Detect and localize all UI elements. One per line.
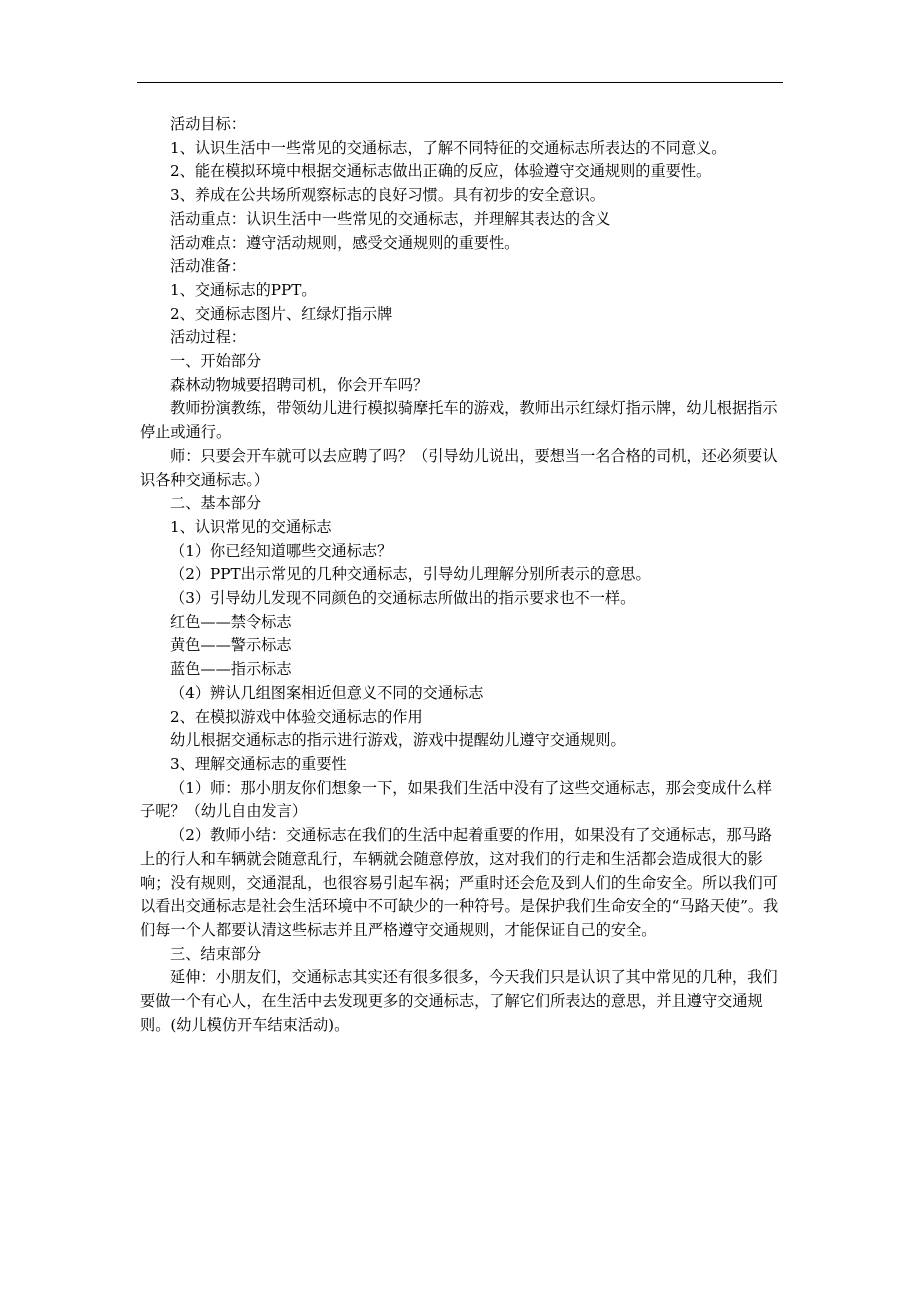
paragraph: 延伸：小朋友们，交通标志其实还有很多很多，今天我们只是认识了其中常见的几种，我们要做一个有心人，在生活中去发现更多的交通标志，了解它们所表达的意思，并且遵守交通规则。(幼儿模仿开车结束活动)。: [140, 968, 778, 1034]
paragraph: 二、基本部分: [170, 494, 262, 513]
paragraph: 红色——禁令标志: [170, 612, 292, 631]
paragraph: 1、交通标志的PPT。: [170, 280, 317, 299]
paragraph: 三、结束部分: [170, 944, 262, 963]
paragraph: 3、养成在公共场所观察标志的良好习惯。具有初步的安全意识。: [170, 186, 605, 205]
paragraph: 教师扮演教练，带领幼儿进行模拟骑摩托车的游戏，教师出示红绿灯指示牌，幼儿根据指示停止或通行。: [140, 399, 778, 442]
paragraph: 师：只要会开车就可以去应聘了吗？（引导幼儿说出，要想当一名合格的司机，还必须要认识各种交通标志。）: [140, 446, 778, 489]
paragraph: 2、在模拟游戏中体验交通标志的作用: [170, 707, 423, 726]
paragraph: （2）教师小结：交通标志在我们的生活中起着重要的作用，如果没有了交通标志，那马路上的行人和车辆就会随意乱行，车辆就会随意停放，这对我们的行走和生活都会造成很大的影响；没有规则，交通混乱，也很容易引起车祸；严重时还会危及到人们的生命安全。所以我们可以看出交通标志是社会生活环境中不可缺少的一种符号。是保护我们生命安全的“马路天使”。我们每一个人都要认清这些标志并且严格遵守交通规则，才能保证自己的安全。: [140, 826, 779, 939]
paragraph: （1）你已经知道哪些交通标志？: [170, 541, 393, 560]
paragraph: 一、开始部分: [170, 352, 262, 371]
paragraph: 蓝色——指示标志: [170, 660, 292, 679]
paragraph: （4）辨认几组图案相近但意义不同的交通标志: [170, 683, 484, 702]
paragraph: （1）师：那小朋友你们想象一下，如果我们生活中没有了这些交通标志，那会变成什么样子呢？（幼儿自由发言）: [140, 778, 772, 821]
paragraph: 幼儿根据交通标志的指示进行游戏，游戏中提醒幼儿遵守交通规则。: [170, 731, 626, 750]
paragraph: 黄色——警示标志: [170, 636, 292, 655]
paragraph: （2）PPT出示常见的几种交通标志，引导幼儿理解分别所表示的意思。: [170, 565, 651, 584]
header-rule: [137, 82, 783, 83]
paragraph: 1、认识生活中一些常见的交通标志，了解不同特征的交通标志所表达的不同意义。: [170, 138, 727, 157]
paragraph: 3、理解交通标志的重要性: [170, 754, 347, 773]
paragraph: 1、认识常见的交通标志: [170, 517, 332, 536]
document-body: [140, 113, 785, 1037]
paragraph: 活动难点：遵守活动规则，感受交通规则的重要性。: [170, 233, 520, 252]
paragraph: 森林动物城要招聘司机，你会开车吗？: [170, 375, 429, 394]
paragraph: 2、交通标志图片、红绿灯指示牌: [170, 304, 393, 323]
paragraph: 活动目标：: [170, 115, 246, 133]
paragraph: 活动重点：认识生活中一些常见的交通标志，并理解其表达的含义: [170, 209, 611, 228]
paragraph: 活动过程：: [170, 328, 246, 347]
paragraph: （3）引导幼儿发现不同颜色的交通标志所做出的指示要求也不一样。: [170, 589, 636, 608]
paragraph: 活动准备：: [170, 257, 246, 276]
paragraph: 2、能在模拟环境中根据交通标志做出正确的反应，体验遵守交通规则的重要性。: [170, 162, 712, 181]
